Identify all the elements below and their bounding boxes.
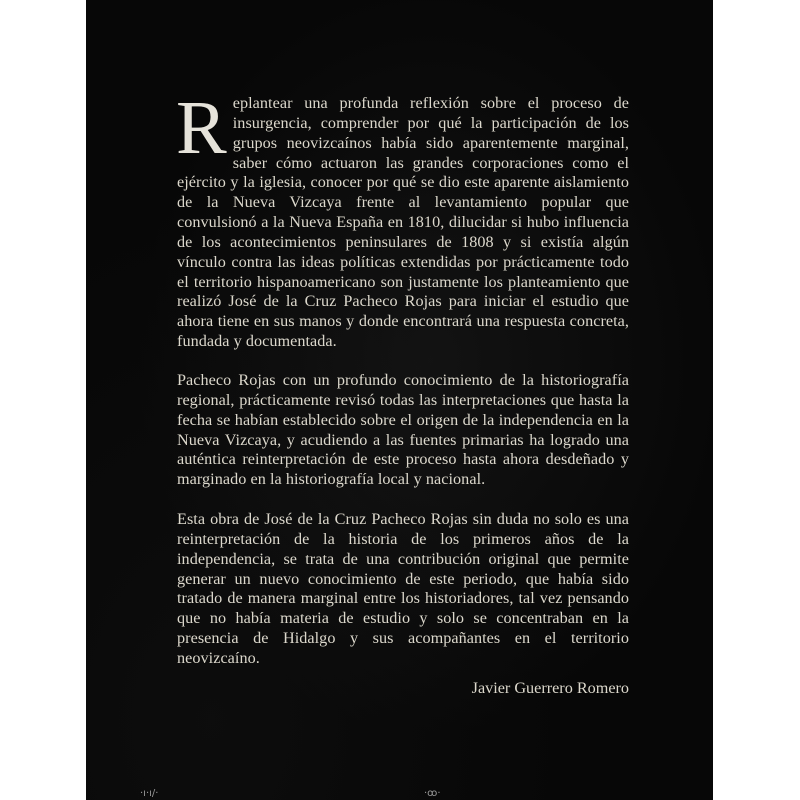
author-signature: Javier Guerrero Romero <box>471 679 629 697</box>
cover-text-block <box>176 86 629 689</box>
paragraph-1 <box>176 86 629 352</box>
bottom-ornament-center: ·ꝏ· <box>424 788 441 799</box>
paragraph-3: Esta obra de José de la Cruz Pacheco Rojas sin duda no solo es una reinterpretación de la historia de los primeros años de la independencia, se trata de una contribución original que permite generar un nuevo conocimiento de este periodo, que había sido tratado de manera marginal entre los historiadores, tal vez pensando que no había materia de estudio y solo se concentraban en la presencia de Hidalgo y sus acompañantes en el territorio neovizcaíno. <box>177 510 629 667</box>
paragraph-1-text: eplantear una profunda reflexión sobre el proceso de insurgencia, comprender por qué la participación de los grupos neovizcaínos había sido aparentemente marginal, saber cómo actuaron las grandes corporaciones como el ejército y la iglesia, conocer por qué se dio este aparente aislamiento de la Nueva Vizcaya frente al levantamiento popular que convulsionó a la Nueva España en 1810, dilucidar si hubo influencia de los acontecimientos peninsulares de 1808 y si existía algún vínculo contra las ideas políticas extendidas por prácticamente todo el territorio hispanoamericano son justamente los planteamiento que realizó José de la Cruz Pacheco Rojas para iniciar el estudio que ahora tiene en sus manos y donde encontrará una respuesta concreta, fundada y documentada. <box>177 94 629 351</box>
bottom-ornament-left: ·ı·ı/· <box>140 788 159 799</box>
paragraph-2: Pacheco Rojas con un profundo conocimiento de la historiografía regional, prácticamente revisó todas las interpretaciones que hasta la fecha se habían establecido sobre el origen de la independencia en la Nueva Vizcaya, y acudiendo a las fuentes primarias ha logrado una auténtica reinterpretación de este proceso hasta ahora desdeñado y marginado en la historiografía local y nacional. <box>177 370 629 489</box>
drop-cap: R <box>176 86 227 170</box>
